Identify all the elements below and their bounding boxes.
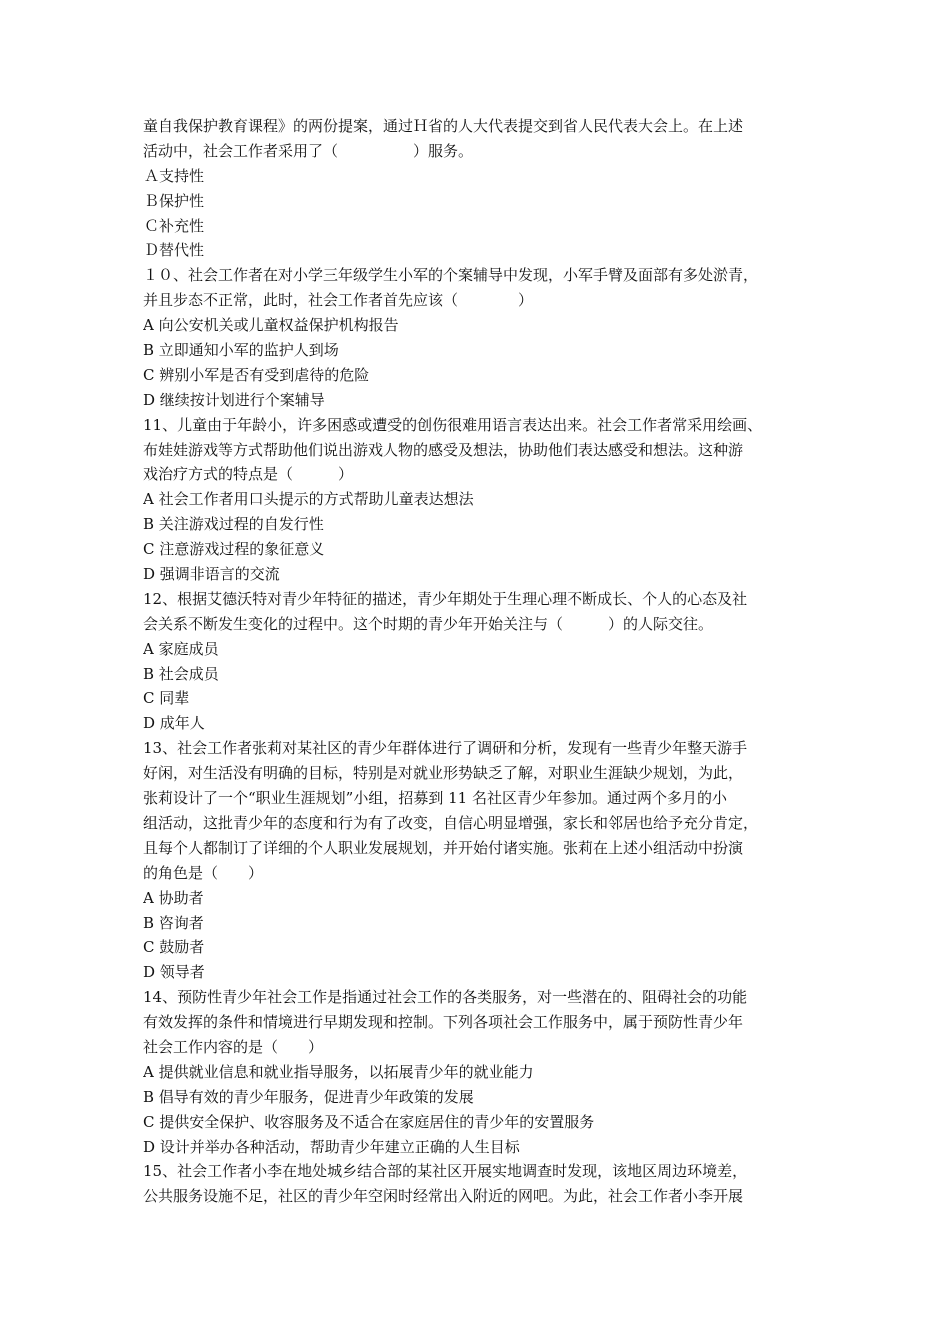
- option-line: D 设计并举办各种活动，帮助青少年建立正确的人生目标: [143, 1137, 520, 1156]
- text-line: 张莉设计了一个“职业生涯规划”小组，招募到 11 名社区青少年参加。通过两个多月的小: [143, 789, 727, 808]
- option-line: B 倡导有效的青少年服务，促进青少年政策的发展: [143, 1087, 474, 1106]
- option-line: B 咨询者: [143, 913, 204, 932]
- option-line: D 继续按计划进行个案辅导: [143, 390, 325, 409]
- option-line: B 关注游戏过程的自发行性: [143, 515, 324, 534]
- text-line: 有效发挥的条件和情境进行早期发现和控制。下列各项社会工作服务中，属于预防性青少年: [143, 1013, 744, 1032]
- option-line: B 立即通知小军的监护人到场: [143, 341, 339, 360]
- option-line: Ａ支持性: [144, 166, 205, 185]
- question-line: １０、社会工作者在对小学三年级学生小军的个案辅导中发现，小军手臂及面部有多处淤青，: [143, 266, 759, 285]
- option-line: C 提供安全保护、收容服务及不适合在家庭居住的青少年的安置服务: [143, 1112, 595, 1131]
- text-line: 并且步态不正常，此时，社会工作者首先应该（ ）: [143, 291, 534, 310]
- question-line: 12、根据艾德沃特对青少年特征的描述，青少年期处于生理心理不断成长、个人的心态及社: [143, 589, 748, 608]
- text-line: 组活动，这批青少年的态度和行为有了改变，自信心明显增强，家长和邻居也给予充分肯定，: [143, 813, 759, 832]
- option-line: C 辨别小军是否有受到虐待的危险: [143, 365, 370, 384]
- text-line: 公共服务设施不足，社区的青少年空闲时经常出入附近的网吧。为此，社会工作者小李开展: [143, 1187, 744, 1206]
- text-line: 布娃娃游戏等方式帮助他们说出游戏人物的感受及想法，协助他们表达感受和想法。这种游: [143, 440, 744, 459]
- option-line: D 强调非语言的交流: [143, 565, 280, 584]
- option-line: B 社会成员: [143, 664, 219, 683]
- option-line: D 成年人: [143, 714, 205, 733]
- option-line: Ｃ补充性: [144, 216, 205, 235]
- option-line: C 同辈: [143, 689, 190, 708]
- option-line: A 家庭成员: [143, 639, 219, 658]
- text-line: 的角色是（ ）: [143, 863, 264, 882]
- option-line: A 协助者: [143, 888, 204, 907]
- question-line: 13、社会工作者张莉对某社区的青少年群体进行了调研和分析，发现有一些青少年整天游手: [143, 739, 748, 758]
- text-line: 社会工作内容的是（ ）: [143, 1037, 324, 1056]
- text-line: 活动中，社会工作者采用了（ ）服务。: [143, 141, 474, 160]
- option-line: A 社会工作者用口头提示的方式帮助儿童表达想法: [143, 490, 474, 509]
- text-line: 童自我保护教育课程》的两份提案，通过Ｈ省的人大代表提交到省人民代表大会上。在上述: [143, 117, 744, 135]
- text-line: 会关系不断发生变化的过程中。这个时期的青少年开始关注与（ ）的人际交往。: [143, 614, 714, 633]
- text-line: 好闲，对生活没有明确的目标，特别是对就业形势缺乏了解，对职业生涯缺少规划，为此，: [143, 764, 744, 783]
- question-line: 11、儿童由于年龄小，许多困惑或遭受的创伤很难用语言表达出来。社会工作者常采用绘画、: [143, 415, 763, 434]
- option-line: C 注意游戏过程的象征意义: [143, 540, 325, 559]
- option-line: C 鼓励者: [143, 938, 205, 957]
- question-line: 14、预防性青少年社会工作是指通过社会工作的各类服务，对一些潜在的、阻碍社会的功能: [143, 988, 748, 1007]
- option-line: A 提供就业信息和就业指导服务，以拓展青少年的就业能力: [143, 1062, 534, 1081]
- option-line: Ｄ替代性: [144, 241, 205, 260]
- text-line: 且每个人都制订了详细的个人职业发展规划，并开始付诸实施。张莉在上述小组活动中扮演: [143, 838, 744, 857]
- option-line: Ｂ保护性: [144, 191, 205, 210]
- option-line: D 领导者: [143, 963, 205, 982]
- option-line: A 向公安机关或儿童权益保护机构报告: [143, 316, 399, 335]
- question-line: 15、社会工作者小李在地处城乡结合部的某社区开展实地调查时发现，该地区周边环境差，: [143, 1162, 748, 1181]
- document-page: [143, 114, 813, 1209]
- text-line: 戏治疗方式的特点是（ ）: [143, 465, 354, 484]
